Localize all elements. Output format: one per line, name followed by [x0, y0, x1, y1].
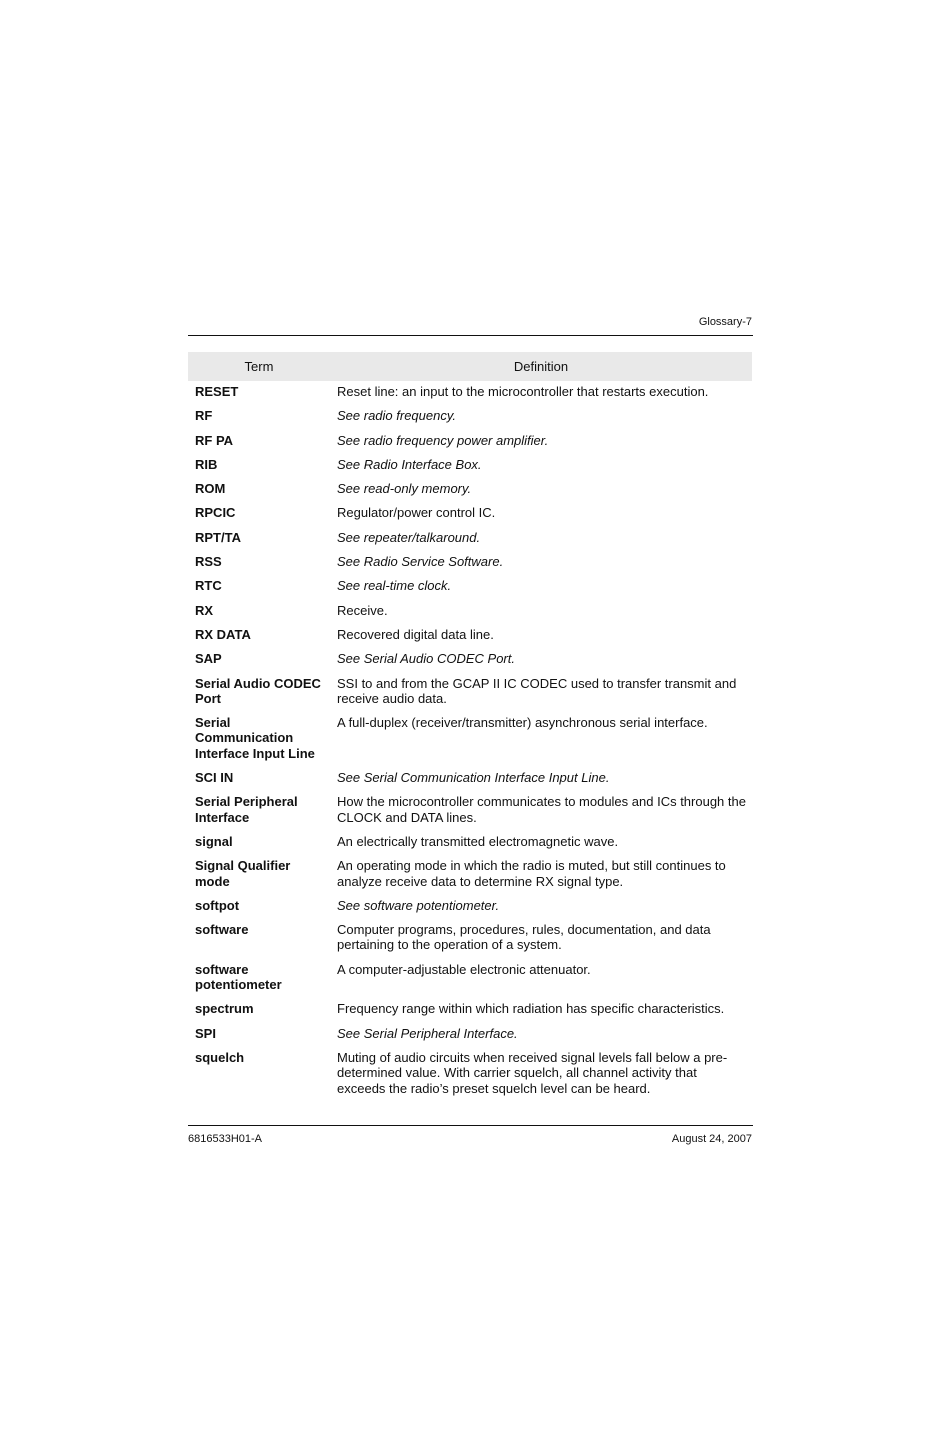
glossary-term: SPI	[195, 1025, 216, 1041]
table-row	[188, 958, 752, 998]
table-row	[188, 574, 752, 598]
table-row	[188, 599, 752, 623]
glossary-term: RSS	[195, 554, 222, 570]
glossary-definition: Receive.	[337, 602, 388, 618]
table-row	[188, 404, 752, 428]
table-row	[188, 477, 752, 501]
header-rule	[188, 335, 753, 336]
glossary-body	[188, 381, 752, 1101]
glossary-term: RESET	[195, 384, 239, 399]
glossary-term: SAP	[195, 651, 222, 667]
table-row	[188, 381, 752, 404]
table-row	[188, 453, 752, 477]
table-row	[188, 1022, 752, 1046]
table-row	[188, 672, 752, 712]
glossary-definition: See Serial Communication Interface Input Line.	[337, 770, 610, 786]
glossary-definition: See real-time clock.	[337, 578, 452, 594]
glossary-term: Serial Communication Interface Input Line	[195, 715, 315, 761]
glossary-term: software	[195, 922, 249, 938]
table-row	[188, 918, 752, 958]
doc-date: August 24, 2007	[671, 1133, 752, 1145]
glossary-definition: See Serial Peripheral Interface.	[337, 1025, 518, 1041]
table-row	[188, 997, 752, 1021]
glossary-term: RF PA	[195, 432, 234, 448]
glossary-term: Serial Peripheral Interface	[195, 794, 298, 825]
glossary-term: softpot	[195, 897, 240, 913]
glossary-term: Signal Qualifier mode	[195, 858, 291, 889]
glossary-definition: Frequency range within which radiation has specific characteristics.	[337, 1001, 725, 1017]
glossary-definition: See software potentiometer.	[337, 897, 500, 913]
glossary-definition: An electrically transmitted electromagnetic wave.	[337, 833, 619, 849]
glossary-term: signal	[195, 833, 233, 849]
glossary-term: RTC	[195, 578, 222, 594]
column-header-term: Term	[188, 352, 330, 381]
table-row	[188, 623, 752, 647]
glossary-definition: SSI to and from the GCAP II IC CODEC used to transfer transmit and receive audio data.	[337, 675, 737, 706]
glossary-term: RX	[195, 602, 214, 618]
table-header-row	[188, 352, 752, 381]
glossary-term: RPCIC	[195, 505, 236, 521]
glossary-definition: An operating mode in which the radio is muted, but still continues to analyze receive data to determine RX signal type.	[337, 858, 726, 889]
glossary-definition: See radio frequency power amplifier.	[337, 432, 549, 448]
table-row	[188, 647, 752, 671]
glossary-term: SCI IN	[195, 770, 234, 786]
table-row	[188, 501, 752, 525]
glossary-term: spectrum	[195, 1001, 254, 1017]
glossary-definition: See repeater/talkaround.	[337, 529, 481, 545]
table-row	[188, 711, 752, 766]
table-row	[188, 894, 752, 918]
table-row	[188, 766, 752, 790]
table-row	[188, 429, 752, 453]
glossary-definition: How the microcontroller communicates to modules and ICs through the CLOCK and DATA lines.	[337, 794, 746, 825]
glossary-term: RF	[195, 408, 213, 424]
table-row	[188, 830, 752, 854]
glossary-term: RX DATA	[195, 626, 251, 642]
glossary-definition: Regulator/power control IC.	[337, 505, 496, 521]
glossary-definition: Recovered digital data line.	[337, 626, 494, 642]
glossary-definition: See Radio Interface Box.	[337, 456, 482, 472]
glossary-definition: Computer programs, procedures, rules, documentation, and data pertaining to the operation of a system.	[337, 922, 711, 953]
column-header-definition: Definition	[330, 352, 752, 381]
glossary-definition: Muting of audio circuits when received signal levels fall below a pre-determined value. With carrier squelch, all channel activity that exceeds the radio’s preset squelch level can be heard.	[337, 1049, 728, 1096]
glossary-definition: See Radio Service Software.	[337, 554, 504, 570]
footer-rule	[188, 1125, 753, 1126]
table-row	[188, 550, 752, 574]
glossary-term: Serial Audio CODEC Port	[195, 675, 321, 706]
glossary-definition: See Serial Audio CODEC Port.	[337, 651, 515, 667]
glossary-term: RIB	[195, 456, 218, 472]
table-row	[188, 1046, 752, 1101]
glossary-definition: A full-duplex (receiver/transmitter) asynchronous serial interface.	[337, 715, 708, 731]
glossary-term: software potentiometer	[195, 961, 282, 993]
doc-number: 6816533H01-A	[188, 1133, 263, 1145]
glossary-term: squelch	[195, 1049, 245, 1065]
glossary-term: ROM	[195, 481, 226, 497]
table-row	[188, 854, 752, 894]
glossary-table	[188, 352, 752, 1101]
glossary-definition: A computer-adjustable electronic attenuator.	[337, 961, 591, 977]
glossary-definition: See read-only memory.	[337, 481, 472, 497]
glossary-definition: See radio frequency.	[337, 408, 456, 424]
glossary-definition: Reset line: an input to the microcontroller that restarts execution.	[337, 384, 709, 399]
table-row	[188, 790, 752, 830]
table-row	[188, 526, 752, 550]
glossary-term: RPT/TA	[195, 529, 241, 545]
page-label: Glossary-7	[698, 316, 752, 328]
